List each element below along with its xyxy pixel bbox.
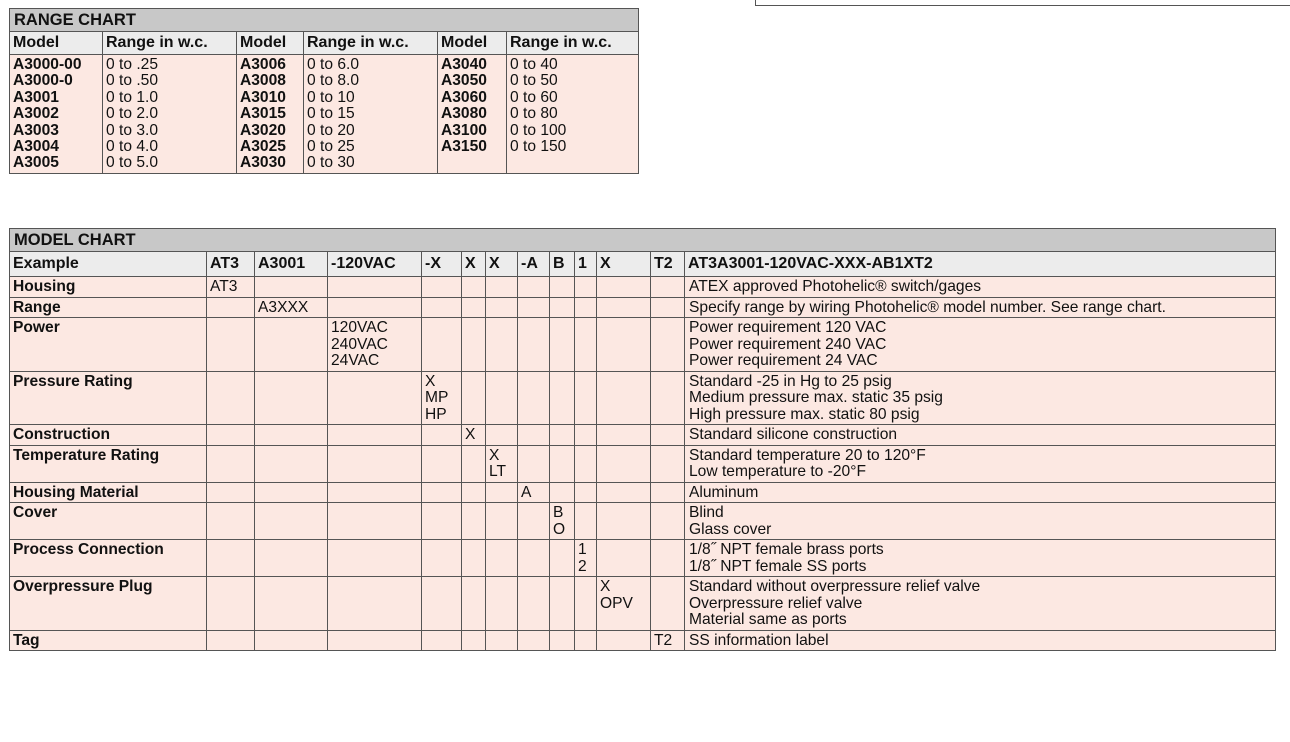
range-value: 0 to 50 bbox=[510, 72, 558, 90]
attribute-label: Construction bbox=[10, 425, 207, 446]
empty-cell bbox=[255, 371, 328, 425]
empty-cell bbox=[328, 297, 422, 318]
empty-cell bbox=[207, 577, 255, 631]
empty-cell bbox=[422, 540, 462, 577]
model-chart-row bbox=[10, 277, 1276, 298]
option-code bbox=[486, 445, 518, 482]
description-line: High pressure max. static 80 psig bbox=[689, 405, 920, 423]
empty-cell bbox=[550, 297, 575, 318]
model-number: A3001 bbox=[13, 88, 59, 106]
empty-cell bbox=[422, 445, 462, 482]
empty-cell bbox=[486, 425, 518, 446]
range-value: 0 to .50 bbox=[106, 72, 159, 90]
description-line: 1/8˝ NPT female SS ports bbox=[689, 557, 867, 575]
description-line: Blind bbox=[689, 504, 724, 521]
empty-cell bbox=[550, 540, 575, 577]
example-code-segment: AT3 bbox=[207, 252, 255, 277]
option-description bbox=[685, 503, 1276, 540]
empty-cell bbox=[651, 371, 685, 425]
empty-cell bbox=[207, 445, 255, 482]
description-line: Standard temperature 20 to 120°F bbox=[689, 446, 926, 464]
empty-cell bbox=[422, 425, 462, 446]
empty-cell bbox=[328, 577, 422, 631]
model-number: A3002 bbox=[13, 105, 59, 123]
empty-cell bbox=[486, 540, 518, 577]
range-chart-table bbox=[9, 8, 639, 174]
model-chart-row bbox=[10, 540, 1276, 577]
example-label: Example bbox=[10, 252, 207, 277]
empty-cell bbox=[328, 425, 422, 446]
empty-cell bbox=[462, 445, 486, 482]
range-value: 0 to 2.0 bbox=[106, 105, 159, 123]
option-code bbox=[422, 371, 462, 425]
empty-cell bbox=[651, 297, 685, 318]
example-code-segment: A3001 bbox=[255, 252, 328, 277]
empty-cell bbox=[651, 425, 685, 446]
empty-cell bbox=[486, 482, 518, 503]
code-line: 2 bbox=[578, 557, 587, 575]
empty-cell bbox=[462, 577, 486, 631]
empty-cell bbox=[550, 445, 575, 482]
empty-cell bbox=[575, 482, 597, 503]
model-number: A3030 bbox=[240, 154, 286, 172]
empty-cell bbox=[207, 297, 255, 318]
empty-cell bbox=[518, 297, 550, 318]
description-line: Specify range by wiring Photohelic® model number. See range chart. bbox=[689, 298, 1166, 316]
model-chart-row bbox=[10, 318, 1276, 372]
description-line: Power requirement 120 VAC bbox=[689, 319, 887, 336]
empty-cell bbox=[462, 297, 486, 318]
empty-cell bbox=[597, 630, 651, 651]
empty-cell bbox=[575, 277, 597, 298]
empty-cell bbox=[462, 503, 486, 540]
empty-cell bbox=[422, 318, 462, 372]
option-description bbox=[685, 540, 1276, 577]
code-line: X bbox=[465, 426, 476, 443]
option-code bbox=[550, 503, 575, 540]
range-value: 0 to 25 bbox=[307, 138, 355, 156]
empty-cell bbox=[518, 318, 550, 372]
empty-cell bbox=[207, 503, 255, 540]
code-line: LT bbox=[489, 463, 507, 480]
empty-cell bbox=[207, 540, 255, 577]
option-description bbox=[685, 445, 1276, 482]
code-line: X bbox=[425, 372, 436, 390]
empty-cell bbox=[597, 503, 651, 540]
empty-cell bbox=[207, 425, 255, 446]
range-value: 0 to 5.0 bbox=[106, 154, 159, 172]
code-line: X bbox=[489, 446, 500, 464]
empty-cell bbox=[422, 482, 462, 503]
model-chart-header-row bbox=[10, 252, 1276, 277]
example-code-segment: X bbox=[486, 252, 518, 277]
empty-cell bbox=[550, 318, 575, 372]
description-line: Medium pressure max. static 35 psig bbox=[689, 389, 943, 406]
code-line: MP bbox=[425, 389, 449, 406]
range-value-list bbox=[304, 55, 438, 174]
example-code-segment: -X bbox=[422, 252, 462, 277]
description-line: Aluminum bbox=[689, 483, 759, 501]
range-model-list bbox=[438, 55, 507, 174]
empty-cell bbox=[462, 630, 486, 651]
example-code-segment: B bbox=[550, 252, 575, 277]
model-chart-row bbox=[10, 630, 1276, 651]
model-number: A3025 bbox=[240, 138, 286, 156]
empty-cell bbox=[422, 503, 462, 540]
empty-cell bbox=[462, 277, 486, 298]
range-value: 0 to 150 bbox=[510, 138, 567, 156]
model-number: A3000-00 bbox=[13, 56, 82, 73]
option-code bbox=[462, 425, 486, 446]
empty-cell bbox=[550, 577, 575, 631]
empty-cell bbox=[518, 277, 550, 298]
example-code-segment: X bbox=[462, 252, 486, 277]
attribute-label: Cover bbox=[10, 503, 207, 540]
range-model-list bbox=[237, 55, 304, 174]
description-line: SS information label bbox=[689, 631, 829, 649]
code-line: AT3 bbox=[210, 278, 238, 295]
example-code-segment: X bbox=[597, 252, 651, 277]
empty-cell bbox=[486, 297, 518, 318]
model-number: A3004 bbox=[13, 138, 59, 156]
empty-cell bbox=[422, 277, 462, 298]
range-value: 0 to 40 bbox=[510, 56, 558, 73]
empty-cell bbox=[422, 630, 462, 651]
empty-cell bbox=[328, 277, 422, 298]
model-chart-row bbox=[10, 577, 1276, 631]
model-chart-row bbox=[10, 503, 1276, 540]
empty-cell bbox=[597, 318, 651, 372]
option-description bbox=[685, 577, 1276, 631]
model-number: A3150 bbox=[441, 138, 487, 156]
empty-cell bbox=[597, 371, 651, 425]
model-chart-row bbox=[10, 482, 1276, 503]
empty-cell bbox=[328, 445, 422, 482]
empty-cell bbox=[207, 371, 255, 425]
empty-cell bbox=[518, 445, 550, 482]
code-line: OPV bbox=[600, 594, 633, 612]
range-value: 0 to 10 bbox=[307, 88, 355, 106]
description-line: Standard silicone construction bbox=[689, 426, 898, 443]
example-code-segment: T2 bbox=[651, 252, 685, 277]
description-line: Power requirement 24 VAC bbox=[689, 352, 878, 369]
empty-cell bbox=[550, 482, 575, 503]
code-line: 1 bbox=[578, 541, 587, 558]
empty-cell bbox=[518, 503, 550, 540]
empty-cell bbox=[575, 297, 597, 318]
attribute-label: Temperature Rating bbox=[10, 445, 207, 482]
empty-cell bbox=[575, 318, 597, 372]
range-value: 0 to 6.0 bbox=[307, 56, 360, 73]
range-value: 0 to 8.0 bbox=[307, 72, 360, 90]
range-model-list bbox=[10, 55, 103, 174]
empty-cell bbox=[462, 371, 486, 425]
option-description bbox=[685, 297, 1276, 318]
empty-cell bbox=[575, 445, 597, 482]
option-code bbox=[518, 482, 550, 503]
empty-cell bbox=[422, 577, 462, 631]
code-line: HP bbox=[425, 405, 447, 423]
description-line: Material same as ports bbox=[689, 611, 847, 628]
empty-cell bbox=[486, 371, 518, 425]
empty-cell bbox=[550, 630, 575, 651]
empty-cell bbox=[422, 297, 462, 318]
range-value: 0 to 4.0 bbox=[106, 138, 159, 156]
empty-cell bbox=[255, 630, 328, 651]
option-description bbox=[685, 482, 1276, 503]
description-line: Standard without overpressure relief valve bbox=[689, 578, 981, 595]
example-model-code: AT3A3001-120VAC-XXX-AB1XT2 bbox=[685, 252, 1276, 277]
empty-cell bbox=[575, 371, 597, 425]
code-line: A3XXX bbox=[258, 298, 309, 316]
empty-cell bbox=[651, 318, 685, 372]
model-number: A3080 bbox=[441, 105, 487, 123]
range-header-range: Range in w.c. bbox=[507, 32, 639, 55]
attribute-label: Process Connection bbox=[10, 540, 207, 577]
option-code bbox=[575, 540, 597, 577]
empty-cell bbox=[575, 577, 597, 631]
empty-cell bbox=[328, 371, 422, 425]
code-line: 240VAC bbox=[331, 335, 388, 353]
range-value: 0 to .25 bbox=[106, 56, 159, 73]
description-line: Standard -25 in Hg to 25 psig bbox=[689, 372, 892, 390]
range-value: 0 to 100 bbox=[510, 121, 567, 139]
code-line: B bbox=[553, 504, 564, 521]
option-description bbox=[685, 277, 1276, 298]
model-number: A3000-0 bbox=[13, 72, 73, 90]
example-code-segment: -A bbox=[518, 252, 550, 277]
range-header-range: Range in w.c. bbox=[304, 32, 438, 55]
model-number: A3060 bbox=[441, 88, 487, 106]
empty-cell bbox=[651, 482, 685, 503]
empty-cell bbox=[486, 630, 518, 651]
option-code bbox=[255, 297, 328, 318]
attribute-label: Housing Material bbox=[10, 482, 207, 503]
range-value: 0 to 3.0 bbox=[106, 121, 159, 139]
empty-cell bbox=[462, 318, 486, 372]
empty-cell bbox=[550, 371, 575, 425]
option-description bbox=[685, 371, 1276, 425]
empty-cell bbox=[328, 482, 422, 503]
empty-cell bbox=[651, 277, 685, 298]
empty-cell bbox=[255, 577, 328, 631]
description-line: Overpressure relief valve bbox=[689, 594, 863, 612]
model-number: A3008 bbox=[240, 72, 286, 90]
option-description bbox=[685, 425, 1276, 446]
example-code-segment: 1 bbox=[575, 252, 597, 277]
description-line: Glass cover bbox=[689, 520, 772, 538]
model-number: A3006 bbox=[240, 56, 286, 73]
option-description bbox=[685, 630, 1276, 651]
option-code bbox=[328, 318, 422, 372]
range-value: 0 to 1.0 bbox=[106, 88, 159, 106]
empty-cell bbox=[486, 577, 518, 631]
empty-cell bbox=[486, 503, 518, 540]
empty-cell bbox=[651, 577, 685, 631]
range-value: 0 to 60 bbox=[510, 88, 558, 106]
empty-cell bbox=[255, 503, 328, 540]
top-right-frame-border bbox=[755, 0, 1290, 6]
range-header-range: Range in w.c. bbox=[103, 32, 237, 55]
empty-cell bbox=[486, 277, 518, 298]
range-value-list bbox=[103, 55, 237, 174]
empty-cell bbox=[255, 318, 328, 372]
model-chart-table bbox=[9, 228, 1276, 651]
empty-cell bbox=[651, 445, 685, 482]
code-line: O bbox=[553, 520, 566, 538]
empty-cell bbox=[462, 540, 486, 577]
attribute-label: Overpressure Plug bbox=[10, 577, 207, 631]
empty-cell bbox=[255, 425, 328, 446]
empty-cell bbox=[651, 503, 685, 540]
range-value: 0 to 15 bbox=[307, 105, 355, 123]
empty-cell bbox=[328, 503, 422, 540]
empty-cell bbox=[597, 445, 651, 482]
attribute-label: Range bbox=[10, 297, 207, 318]
range-header-model: Model bbox=[237, 32, 304, 55]
model-chart-row bbox=[10, 371, 1276, 425]
attribute-label: Tag bbox=[10, 630, 207, 651]
model-number: A3015 bbox=[240, 105, 286, 123]
empty-cell bbox=[597, 277, 651, 298]
model-number: A3005 bbox=[13, 154, 59, 172]
empty-cell bbox=[518, 371, 550, 425]
empty-cell bbox=[518, 540, 550, 577]
empty-cell bbox=[575, 503, 597, 540]
description-line: ATEX approved Photohelic® switch/gages bbox=[689, 278, 982, 295]
range-header-model: Model bbox=[10, 32, 103, 55]
description-line: Low temperature to -20°F bbox=[689, 463, 866, 480]
code-line: 24VAC bbox=[331, 352, 380, 369]
model-number: A3100 bbox=[441, 121, 487, 139]
empty-cell bbox=[462, 482, 486, 503]
code-line: 120VAC bbox=[331, 319, 388, 336]
model-number: A3010 bbox=[240, 88, 286, 106]
description-line: 1/8˝ NPT female brass ports bbox=[689, 541, 884, 558]
code-line: X bbox=[600, 578, 611, 595]
attribute-label: Power bbox=[10, 318, 207, 372]
empty-cell bbox=[550, 277, 575, 298]
empty-cell bbox=[550, 425, 575, 446]
model-number: A3050 bbox=[441, 72, 487, 90]
range-value: 0 to 30 bbox=[307, 154, 355, 172]
model-chart-title: MODEL CHART bbox=[10, 229, 1276, 252]
range-chart-body-row bbox=[10, 55, 639, 174]
empty-cell bbox=[518, 630, 550, 651]
empty-cell bbox=[518, 425, 550, 446]
empty-cell bbox=[207, 318, 255, 372]
model-number: A3020 bbox=[240, 121, 286, 139]
option-code bbox=[207, 277, 255, 298]
empty-cell bbox=[486, 318, 518, 372]
option-description bbox=[685, 318, 1276, 372]
description-line: Power requirement 240 VAC bbox=[689, 335, 887, 353]
empty-cell bbox=[597, 425, 651, 446]
empty-cell bbox=[207, 630, 255, 651]
empty-cell bbox=[597, 297, 651, 318]
attribute-label: Pressure Rating bbox=[10, 371, 207, 425]
range-value: 0 to 20 bbox=[307, 121, 355, 139]
empty-cell bbox=[255, 482, 328, 503]
option-code bbox=[651, 630, 685, 651]
code-line: A bbox=[521, 483, 532, 501]
attribute-label: Housing bbox=[10, 277, 207, 298]
option-code bbox=[597, 577, 651, 631]
empty-cell bbox=[255, 445, 328, 482]
range-chart-header-row bbox=[10, 32, 639, 55]
empty-cell bbox=[328, 540, 422, 577]
range-header-model: Model bbox=[438, 32, 507, 55]
empty-cell bbox=[255, 277, 328, 298]
empty-cell bbox=[651, 540, 685, 577]
code-line: T2 bbox=[654, 631, 673, 649]
empty-cell bbox=[597, 540, 651, 577]
model-number: A3040 bbox=[441, 56, 487, 73]
empty-cell bbox=[255, 540, 328, 577]
model-number: A3003 bbox=[13, 121, 59, 139]
empty-cell bbox=[328, 630, 422, 651]
empty-cell bbox=[575, 630, 597, 651]
range-value: 0 to 80 bbox=[510, 105, 558, 123]
empty-cell bbox=[575, 425, 597, 446]
empty-cell bbox=[518, 577, 550, 631]
model-chart-row bbox=[10, 445, 1276, 482]
model-chart-row bbox=[10, 297, 1276, 318]
example-code-segment: -120VAC bbox=[328, 252, 422, 277]
model-chart-row bbox=[10, 425, 1276, 446]
empty-cell bbox=[207, 482, 255, 503]
range-value-list bbox=[507, 55, 639, 174]
range-chart-title: RANGE CHART bbox=[10, 9, 639, 32]
empty-cell bbox=[597, 482, 651, 503]
